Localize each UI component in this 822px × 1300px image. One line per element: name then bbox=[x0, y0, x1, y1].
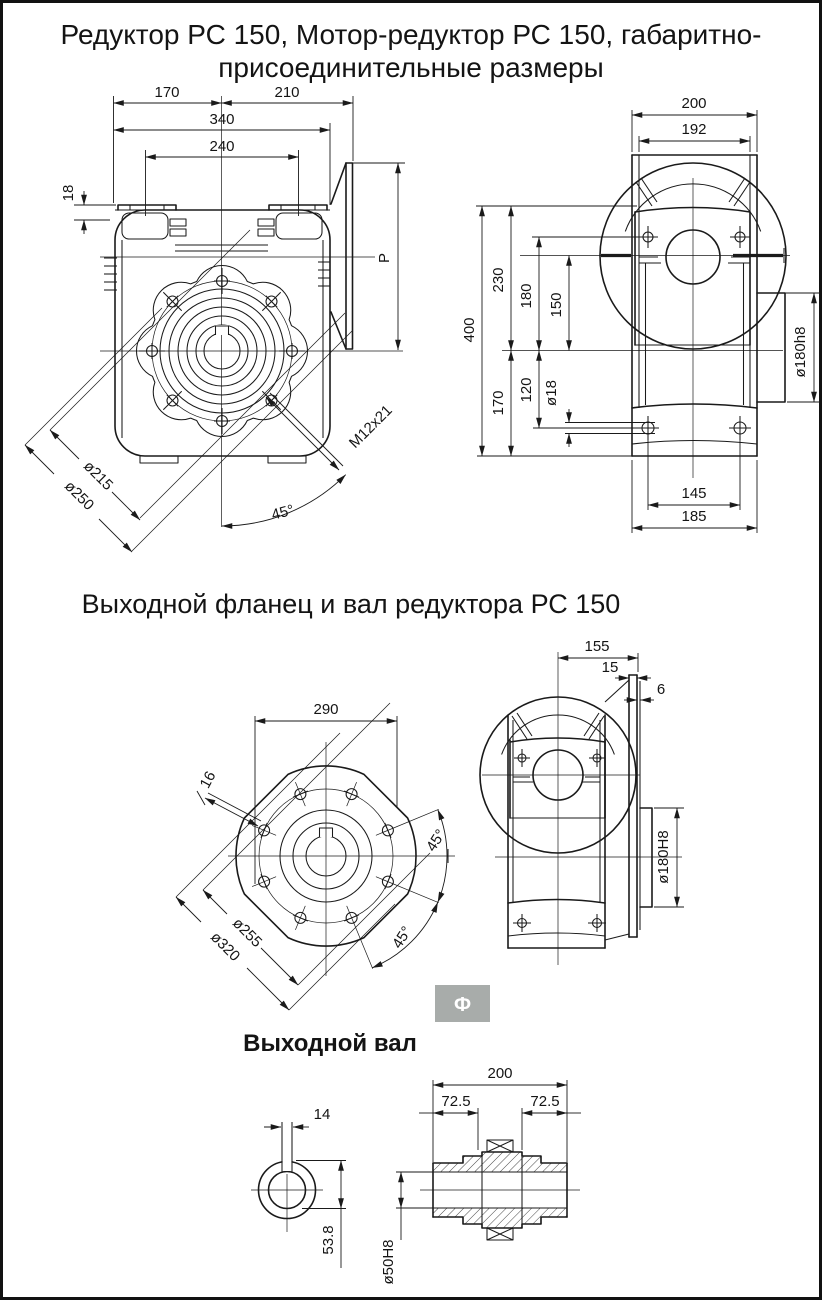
view-flange-front bbox=[176, 701, 455, 1010]
view-gearbox-side bbox=[461, 95, 820, 533]
flange-section-title: Выходной фланец и вал редуктора РС 150 bbox=[81, 589, 621, 619]
view-shaft-end bbox=[251, 1106, 346, 1268]
dim-side-200: 200 bbox=[681, 95, 707, 112]
dim-front-d250: ø250 bbox=[61, 477, 98, 514]
dim-front-P: P bbox=[376, 252, 393, 264]
dim-side-d180h8: ø180h8 bbox=[792, 326, 809, 378]
dim-shaft-72-5-right: 72.5 bbox=[530, 1093, 560, 1110]
dim-side-170: 170 bbox=[490, 390, 507, 416]
dim-flange-16: 16 bbox=[196, 768, 220, 792]
dim-side-120: 120 bbox=[518, 377, 535, 403]
dim-fside-6: 6 bbox=[656, 681, 666, 698]
dim-front-18: 18 bbox=[60, 184, 77, 202]
dim-front-340: 340 bbox=[209, 111, 235, 128]
dim-flange-45b: 45° bbox=[388, 923, 416, 952]
dim-fside-d180H8: ø180H8 bbox=[655, 830, 672, 884]
view-flange-side bbox=[480, 638, 684, 965]
dim-side-230: 230 bbox=[490, 267, 507, 293]
dim-front-170: 170 bbox=[154, 84, 180, 101]
dim-fside-155: 155 bbox=[584, 638, 610, 655]
dim-fside-15: 15 bbox=[601, 659, 619, 676]
shaft-section-title: Выходной вал bbox=[243, 1030, 417, 1057]
dim-front-d215: ø215 bbox=[80, 457, 117, 494]
dim-front-45deg: 45° bbox=[269, 501, 296, 524]
dim-side-d18: ø18 bbox=[543, 380, 560, 406]
phi-badge-label: Ф bbox=[453, 994, 472, 1016]
dim-side-400: 400 bbox=[461, 317, 478, 343]
dim-side-192: 192 bbox=[681, 121, 707, 138]
page-title-line1: Редуктор РС 150, Мотор-редуктор РС 150, габаритно- bbox=[60, 19, 762, 50]
dim-side-180: 180 bbox=[518, 283, 535, 309]
dim-shaft-d50H8: ø50H8 bbox=[380, 1239, 397, 1285]
dim-flange-45a: 45° bbox=[422, 826, 450, 855]
dim-front-m12x21: M12x21 bbox=[345, 401, 396, 452]
phi-badge bbox=[435, 985, 490, 1022]
dim-shaftend-14: 14 bbox=[313, 1106, 331, 1123]
view-shaft-section bbox=[380, 1065, 581, 1285]
dim-side-145: 145 bbox=[681, 485, 707, 502]
dim-shaftend-53-8: 53.8 bbox=[320, 1225, 337, 1255]
dim-flange-d320: ø320 bbox=[207, 928, 244, 965]
dim-front-240: 240 bbox=[209, 138, 235, 155]
view-gearbox-front bbox=[25, 84, 405, 552]
dim-side-150: 150 bbox=[548, 292, 565, 318]
dim-side-185: 185 bbox=[681, 508, 707, 525]
dim-flange-290: 290 bbox=[313, 701, 339, 718]
dim-shaft-200: 200 bbox=[487, 1065, 513, 1082]
dim-flange-d255: ø255 bbox=[229, 914, 266, 951]
dim-front-210: 210 bbox=[274, 84, 300, 101]
page-title-line2: присоединительные размеры bbox=[218, 52, 604, 83]
dim-shaft-72-5-left: 72.5 bbox=[441, 1093, 471, 1110]
